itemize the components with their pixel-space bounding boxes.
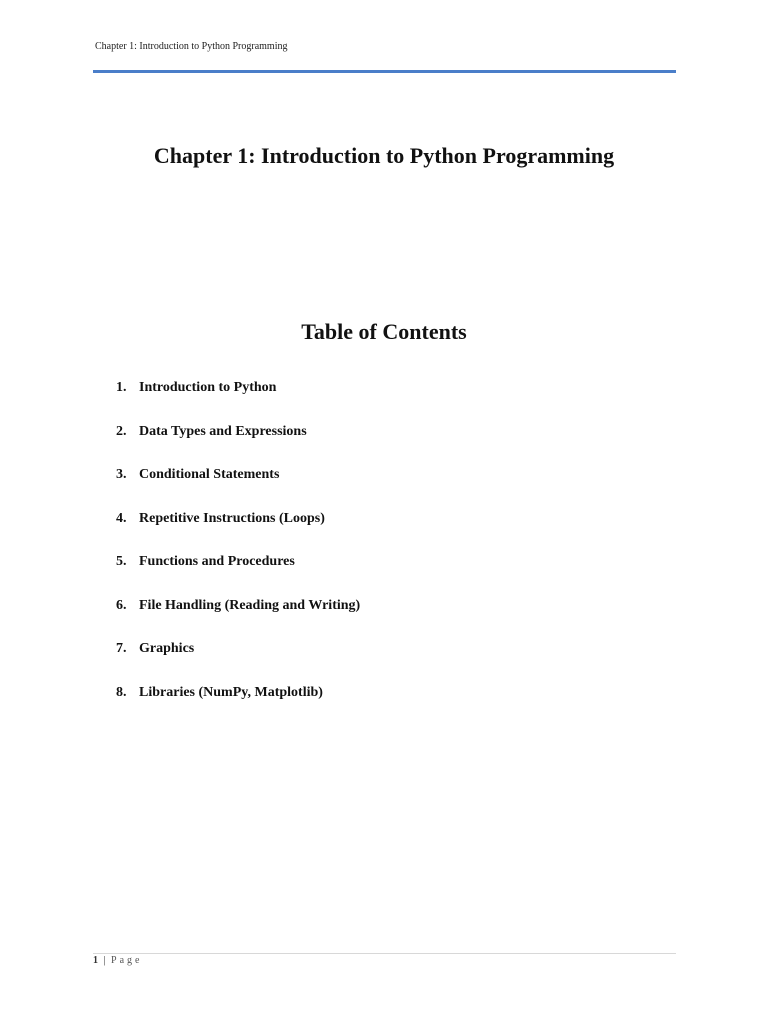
toc-item-title: Repetitive Instructions (Loops): [139, 510, 325, 526]
toc-item-number: 5.: [116, 554, 127, 569]
footer-rule: [93, 953, 676, 954]
page-label: Page: [111, 955, 143, 966]
toc-item-number: 1.: [116, 380, 127, 395]
header-rule: [93, 70, 676, 73]
toc-item-title: Libraries (NumPy, Matplotlib): [139, 684, 323, 700]
toc-item-number: 7.: [116, 641, 127, 656]
page-footer: [93, 955, 142, 966]
toc-item-number: 2.: [116, 423, 127, 439]
toc-item: [116, 554, 360, 598]
toc-item-number: 8.: [116, 684, 127, 700]
toc-item: [116, 598, 360, 642]
toc-item: [116, 511, 360, 555]
running-header: Chapter 1: Introduction to Python Programming: [95, 41, 288, 52]
page-number: 1: [93, 955, 98, 966]
toc-item: [116, 424, 360, 468]
toc-item-title: Introduction to Python: [139, 380, 277, 395]
toc-item-title: Conditional Statements: [139, 467, 280, 482]
toc-item: [116, 467, 360, 511]
toc-item-number: 6.: [116, 597, 127, 613]
chapter-title: Chapter 1: Introduction to Python Programming: [153, 143, 615, 168]
toc-item-title: Data Types and Expressions: [139, 423, 307, 439]
toc-item-number: 3.: [116, 467, 127, 482]
toc-item-title: Graphics: [139, 641, 195, 656]
toc-item-title: Functions and Procedures: [139, 554, 295, 569]
footer-separator: |: [103, 955, 106, 966]
toc-item-number: 4.: [116, 510, 127, 526]
toc-item: [116, 685, 360, 729]
toc-item: [116, 641, 360, 685]
toc-item-title: File Handling (Reading and Writing): [139, 597, 361, 613]
toc-heading: Table of Contents: [301, 319, 467, 344]
table-of-contents: [116, 380, 360, 728]
toc-item: [116, 380, 360, 424]
